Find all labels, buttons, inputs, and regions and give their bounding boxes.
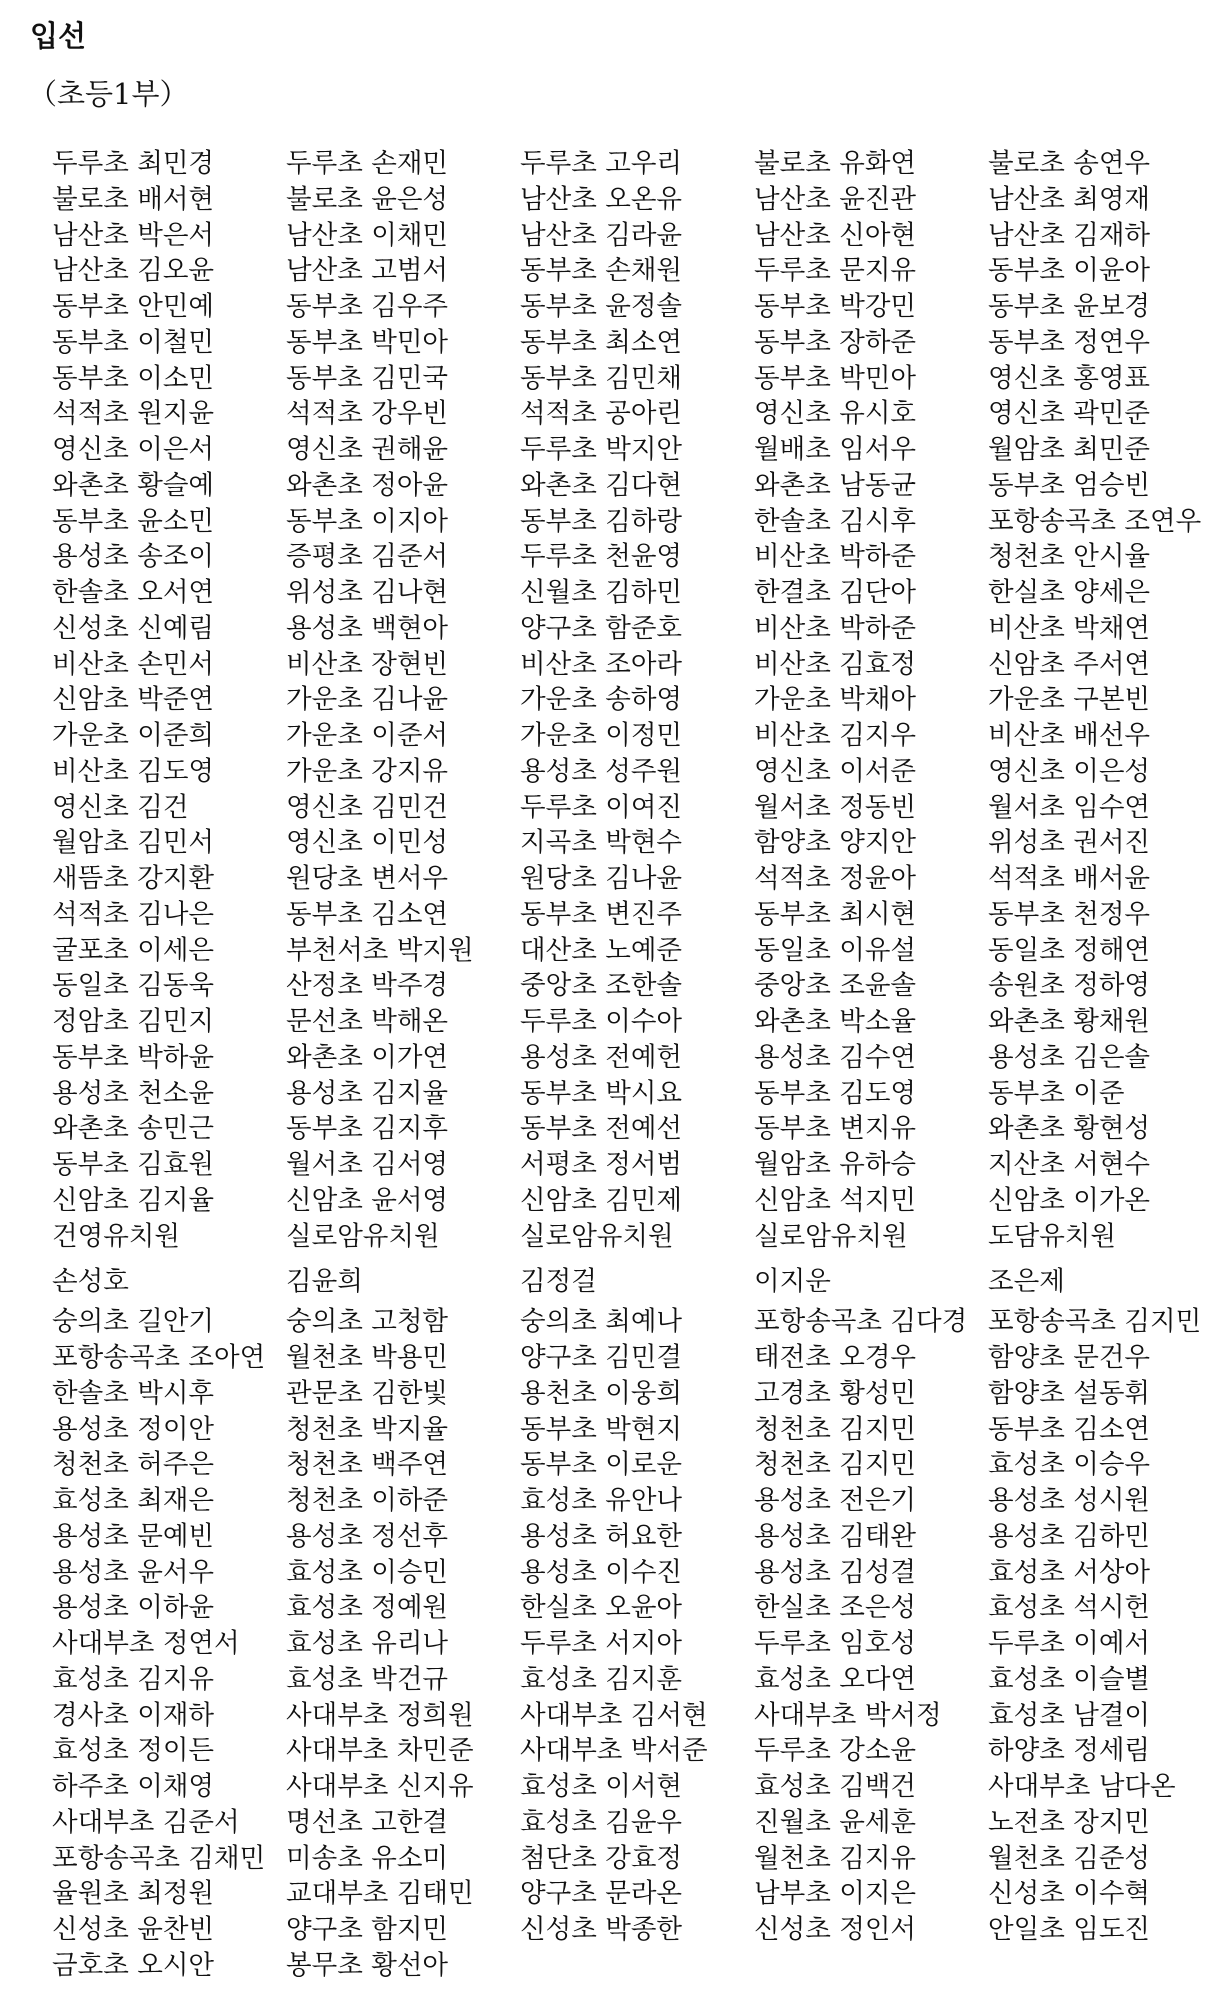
winner-entry: 불로초 송연우 bbox=[988, 148, 1151, 179]
winner-entry: 사대부초 김준서 bbox=[52, 1806, 240, 1838]
winner-entry: 사대부초 정연서 bbox=[52, 1628, 240, 1659]
winner-entry: 비산초 장현빈 bbox=[286, 648, 449, 680]
winner-entry: 가운초 이준희 bbox=[52, 720, 215, 751]
winner-entry: 동부초 이지아 bbox=[286, 505, 449, 537]
winner-entry: 효성초 유리나 bbox=[286, 1628, 449, 1659]
winner-entry: 동부초 장하준 bbox=[754, 326, 917, 358]
winner-entry: 사대부초 박서준 bbox=[520, 1735, 708, 1767]
winner-entry: 미송초 유소미 bbox=[286, 1842, 449, 1874]
winner-entry: 남산초 윤진관 bbox=[754, 183, 917, 215]
winner-entry: 가운초 이준서 bbox=[286, 720, 449, 751]
winner-entry: 굴포초 이세은 bbox=[52, 934, 215, 966]
winner-entry: 동부초 김민채 bbox=[520, 362, 683, 394]
winner-entry: 효성초 이슬별 bbox=[988, 1663, 1151, 1695]
winner-entry: 동부초 박민아 bbox=[286, 326, 449, 358]
winner-entry: 두루초 고우리 bbox=[520, 148, 683, 179]
winner-entry: 실로암유치원 bbox=[754, 1220, 908, 1252]
winner-entry: 동부초 안민예 bbox=[52, 291, 215, 322]
winner-entry: 용성초 김수연 bbox=[754, 1041, 917, 1073]
winner-entry: 비산초 박하준 bbox=[754, 541, 917, 573]
winner-entry: 석적초 원지윤 bbox=[52, 398, 215, 430]
winner-entry: 동부초 손채원 bbox=[520, 255, 683, 287]
winner-entry: 효성초 김지훈 bbox=[520, 1663, 683, 1695]
winner-entry: 두루초 이예서 bbox=[988, 1628, 1151, 1659]
winner-entry: 동부초 박하윤 bbox=[52, 1041, 215, 1073]
winner-entry: 지산초 서현수 bbox=[988, 1149, 1151, 1180]
winner-entry: 함양초 문건우 bbox=[988, 1342, 1151, 1373]
winner-entry: 두루초 문지유 bbox=[754, 255, 917, 287]
winner-entry: 와촌초 이가연 bbox=[286, 1041, 449, 1073]
winner-entry: 용성초 전은기 bbox=[754, 1485, 917, 1516]
winner-entry: 한결초 김단아 bbox=[754, 577, 917, 608]
winner-entry: 한솔초 김시후 bbox=[754, 505, 917, 537]
winner-entry: 안일초 임도진 bbox=[988, 1914, 1151, 1945]
winner-entry: 영신초 이민성 bbox=[286, 827, 449, 859]
winner-entry: 숭의초 고청함 bbox=[286, 1306, 449, 1338]
winner-entry: 와촌초 김다현 bbox=[520, 469, 683, 501]
winner-entry: 동부초 박민아 bbox=[754, 362, 917, 394]
winners-list-section-1 bbox=[52, 146, 1218, 1254]
winner-entry: 원당초 김나윤 bbox=[520, 863, 683, 894]
winner-entry: 동일초 이유설 bbox=[754, 934, 917, 966]
winner-entry: 가운초 강지유 bbox=[286, 755, 449, 787]
winner-entry: 효성초 석시헌 bbox=[988, 1592, 1151, 1624]
winner-entry: 도담유치원 bbox=[988, 1220, 1116, 1252]
winner-entry: 신암초 윤서영 bbox=[286, 1184, 449, 1216]
winner-entry: 용성초 허요한 bbox=[520, 1520, 683, 1552]
winner-entry: 동부초 윤정솔 bbox=[520, 291, 683, 322]
winner-entry: 가운초 김나윤 bbox=[286, 684, 449, 716]
winner-entry: 동부초 천정우 bbox=[988, 898, 1151, 930]
winner-entry: 한실초 양세은 bbox=[988, 577, 1151, 608]
winner-entry: 동부초 변지유 bbox=[754, 1113, 917, 1145]
winner-entry: 동부초 윤소민 bbox=[52, 505, 215, 537]
winner-entry: 관문초 김한빛 bbox=[286, 1377, 449, 1409]
winner-entry: 사대부초 김서현 bbox=[520, 1699, 708, 1731]
winner-entry: 동일초 정해연 bbox=[988, 934, 1151, 966]
winner-entry: 월서초 정동빈 bbox=[754, 791, 917, 823]
winner-entry: 지곡초 박현수 bbox=[520, 827, 683, 859]
winner-entry: 봉무초 황선아 bbox=[286, 1949, 449, 1981]
winner-entry: 첨단초 강효정 bbox=[520, 1842, 683, 1874]
winner-entry: 하주초 이채영 bbox=[52, 1771, 215, 1802]
winner-entry: 증평초 김준서 bbox=[286, 541, 449, 573]
winner-entry: 두루초 손재민 bbox=[286, 148, 449, 179]
winner-entry: 신성초 정인서 bbox=[754, 1914, 917, 1945]
winner-entry: 용성초 윤서우 bbox=[52, 1556, 215, 1588]
winner-entry: 와촌초 황채원 bbox=[988, 1006, 1151, 1037]
category-subtitle: （초등1부） bbox=[28, 77, 189, 111]
winner-entry: 문선초 박해온 bbox=[286, 1006, 449, 1037]
winner-entry: 석적초 김나은 bbox=[52, 898, 215, 930]
winner-entry: 용성초 정선후 bbox=[286, 1520, 449, 1552]
winner-entry: 월천초 김준성 bbox=[988, 1842, 1151, 1874]
winner-entry: 용성초 성주원 bbox=[520, 755, 683, 787]
winner-entry: 가운초 박채아 bbox=[754, 684, 917, 716]
winner-entry: 효성초 김지유 bbox=[52, 1663, 215, 1695]
winner-entry: 동부초 김하랑 bbox=[520, 505, 683, 537]
winner-entry: 월배초 임서우 bbox=[754, 434, 917, 465]
winner-entry: 신암초 김지율 bbox=[52, 1184, 215, 1216]
winner-entry: 청천초 안시율 bbox=[988, 541, 1151, 573]
winner-entry: 용성초 백현아 bbox=[286, 612, 449, 644]
winner-entry: 금호초 오시안 bbox=[52, 1949, 215, 1981]
winner-entry: 신성초 이수혁 bbox=[988, 1878, 1151, 1910]
winner-entry: 동부초 김우주 bbox=[286, 291, 449, 322]
winner-entry: 월암초 김민서 bbox=[52, 827, 215, 859]
winner-entry: 율원초 최정원 bbox=[52, 1878, 215, 1910]
winner-entry: 가운초 송하영 bbox=[520, 684, 683, 716]
winner-entry: 효성초 이서현 bbox=[520, 1771, 683, 1802]
winner-entry: 실로암유치원 bbox=[520, 1220, 674, 1252]
winner-entry: 월서초 임수연 bbox=[988, 791, 1151, 823]
winner-entry: 동부초 전예선 bbox=[520, 1113, 683, 1145]
winner-entry: 양구초 문라온 bbox=[520, 1878, 683, 1910]
winner-entry: 양구초 함지민 bbox=[286, 1914, 449, 1945]
winner-entry: 중앙초 조한솔 bbox=[520, 970, 683, 1002]
winner-entry: 영신초 이서준 bbox=[754, 755, 917, 787]
winner-entry: 남산초 이채민 bbox=[286, 219, 449, 251]
winner-entry: 비산초 배선우 bbox=[988, 720, 1151, 751]
winner-entry: 가운초 구본빈 bbox=[988, 684, 1151, 716]
winner-entry: 신월초 김하민 bbox=[520, 577, 683, 608]
winner-entry: 송원초 정하영 bbox=[988, 970, 1151, 1002]
winner-entry: 와촌초 남동균 bbox=[754, 469, 917, 501]
winner-entry: 신암초 박준연 bbox=[52, 684, 215, 716]
winner-entry: 대산초 노예준 bbox=[520, 934, 683, 966]
winner-entry: 두루초 강소윤 bbox=[754, 1735, 917, 1767]
winner-entry: 동부초 이철민 bbox=[52, 326, 215, 358]
winner-entry: 숭의초 최예나 bbox=[520, 1306, 683, 1338]
winner-entry: 비산초 손민서 bbox=[52, 648, 215, 680]
winner-entry: 동부초 윤보경 bbox=[988, 291, 1151, 322]
winner-entry: 동일초 김동욱 bbox=[52, 970, 215, 1002]
winner-entry: 비산초 김효정 bbox=[754, 648, 917, 680]
winner-entry: 포항송곡초 김지민 bbox=[988, 1306, 1202, 1338]
winner-entry: 남부초 이지은 bbox=[754, 1878, 917, 1910]
winner-entry: 교대부초 김태민 bbox=[286, 1878, 474, 1910]
winner-entry: 용천초 이웅희 bbox=[520, 1377, 683, 1409]
winner-entry: 노전초 장지민 bbox=[988, 1806, 1151, 1838]
winner-entry: 비산초 김도영 bbox=[52, 755, 215, 787]
winner-entry: 남산초 고범서 bbox=[286, 255, 449, 287]
winner-entry: 석적초 배서윤 bbox=[988, 863, 1151, 894]
winner-entry: 남산초 박은서 bbox=[52, 219, 215, 251]
winner-entry: 월천초 박용민 bbox=[286, 1342, 449, 1373]
winner-entry: 용성초 문예빈 bbox=[52, 1520, 215, 1552]
winner-entry: 두루초 천윤영 bbox=[520, 541, 683, 573]
winner-entry: 와촌초 박소율 bbox=[754, 1006, 917, 1037]
judges-row bbox=[52, 1264, 1218, 1300]
winner-entry: 함양초 양지안 bbox=[754, 827, 917, 859]
winner-entry: 신암초 주서연 bbox=[988, 648, 1151, 680]
winner-entry: 명선초 고한결 bbox=[286, 1806, 449, 1838]
winner-entry: 위성초 권서진 bbox=[988, 827, 1151, 859]
winner-entry: 한솔초 오서연 bbox=[52, 577, 215, 608]
winner-entry: 포항송곡초 김채민 bbox=[52, 1842, 266, 1874]
winner-entry: 효성초 최재은 bbox=[52, 1485, 215, 1516]
winner-entry: 두루초 서지아 bbox=[520, 1628, 683, 1659]
judge-name: 김정걸 bbox=[520, 1266, 597, 1298]
winner-entry: 동부초 이준 bbox=[988, 1077, 1125, 1109]
winner-entry: 포항송곡초 조아연 bbox=[52, 1342, 266, 1373]
winner-entry: 동부초 이소민 bbox=[52, 362, 215, 394]
winner-entry: 동부초 이윤아 bbox=[988, 255, 1151, 287]
winner-entry: 석적초 강우빈 bbox=[286, 398, 449, 430]
winner-entry: 영신초 유시호 bbox=[754, 398, 917, 430]
winner-entry: 동부초 최소연 bbox=[520, 326, 683, 358]
winner-entry: 비산초 박채연 bbox=[988, 612, 1151, 644]
winner-entry: 두루초 최민경 bbox=[52, 148, 215, 179]
winner-entry: 동부초 김민국 bbox=[286, 362, 449, 394]
winner-entry: 와촌초 황현성 bbox=[988, 1113, 1151, 1145]
winner-entry: 경사초 이재하 bbox=[52, 1699, 215, 1731]
winner-entry: 청천초 박지율 bbox=[286, 1413, 449, 1445]
winner-entry: 용성초 김하민 bbox=[988, 1520, 1151, 1552]
winner-entry: 와촌초 황슬예 bbox=[52, 469, 215, 501]
winner-entry: 부천서초 박지원 bbox=[286, 934, 474, 966]
winner-entry: 와촌초 송민근 bbox=[52, 1113, 215, 1145]
winner-entry: 동부초 변진주 bbox=[520, 898, 683, 930]
winner-entry: 남산초 최영재 bbox=[988, 183, 1151, 215]
winner-entry: 효성초 박건규 bbox=[286, 1663, 449, 1695]
winner-entry: 청천초 김지민 bbox=[754, 1413, 917, 1445]
winner-entry: 동부초 박시요 bbox=[520, 1077, 683, 1109]
winner-entry: 동부초 김소연 bbox=[988, 1413, 1151, 1445]
winner-entry: 신암초 이가온 bbox=[988, 1184, 1151, 1216]
winner-entry: 석적초 정윤아 bbox=[754, 863, 917, 894]
winner-entry: 용성초 천소윤 bbox=[52, 1077, 215, 1109]
winner-entry: 동부초 김소연 bbox=[286, 898, 449, 930]
winner-entry: 동부초 김지후 bbox=[286, 1113, 449, 1145]
winner-entry: 월천초 김지유 bbox=[754, 1842, 917, 1874]
winner-entry: 석적초 공아린 bbox=[520, 398, 683, 430]
winner-entry: 월서초 김서영 bbox=[286, 1149, 449, 1180]
winner-entry: 포항송곡초 조연우 bbox=[988, 505, 1202, 537]
winner-entry: 새뜸초 강지환 bbox=[52, 863, 215, 894]
winner-entry: 사대부초 신지유 bbox=[286, 1771, 474, 1802]
winner-entry: 남산초 김재하 bbox=[988, 219, 1151, 251]
winners-list-section-2 bbox=[52, 1304, 1218, 1983]
winner-entry: 양구초 함준호 bbox=[520, 612, 683, 644]
winner-entry: 비산초 조아라 bbox=[520, 648, 683, 680]
winner-entry: 효성초 정예원 bbox=[286, 1592, 449, 1624]
winner-entry: 두루초 이여진 bbox=[520, 791, 683, 823]
winner-entry: 두루초 이수아 bbox=[520, 1006, 683, 1037]
winner-entry: 두루초 임호성 bbox=[754, 1628, 917, 1659]
winner-entry: 영신초 김건 bbox=[52, 791, 189, 823]
winner-entry: 비산초 김지우 bbox=[754, 720, 917, 751]
winner-entry: 효성초 김윤우 bbox=[520, 1806, 683, 1838]
winner-entry: 용성초 김은솔 bbox=[988, 1041, 1151, 1073]
winner-entry: 효성초 남결이 bbox=[988, 1699, 1151, 1731]
winner-entry: 용성초 이하윤 bbox=[52, 1592, 215, 1624]
winner-entry: 월암초 유하승 bbox=[754, 1149, 917, 1180]
winner-entry: 한실초 오윤아 bbox=[520, 1592, 683, 1624]
winner-entry: 남산초 김라윤 bbox=[520, 219, 683, 251]
winner-entry: 용성초 김지율 bbox=[286, 1077, 449, 1109]
winner-entry: 남산초 김오윤 bbox=[52, 255, 215, 287]
winner-entry: 효성초 오다연 bbox=[754, 1663, 917, 1695]
winner-entry: 와촌초 정아윤 bbox=[286, 469, 449, 501]
winner-entry: 중앙초 조윤솔 bbox=[754, 970, 917, 1002]
winner-entry: 진월초 윤세훈 bbox=[754, 1806, 917, 1838]
winner-entry: 한실초 조은성 bbox=[754, 1592, 917, 1624]
winner-entry: 동부초 박강민 bbox=[754, 291, 917, 322]
winner-entry: 실로암유치원 bbox=[286, 1220, 440, 1252]
winner-entry: 동부초 박현지 bbox=[520, 1413, 683, 1445]
winner-entry: 사대부초 정희원 bbox=[286, 1699, 474, 1731]
winner-entry: 영신초 홍영표 bbox=[988, 362, 1151, 394]
winner-entry: 신성초 신예림 bbox=[52, 612, 215, 644]
winner-entry: 동부초 김도영 bbox=[754, 1077, 917, 1109]
winner-entry: 정암초 김민지 bbox=[52, 1006, 215, 1037]
winner-entry: 영신초 권해윤 bbox=[286, 434, 449, 465]
winner-entry: 한솔초 박시후 bbox=[52, 1377, 215, 1409]
winner-entry: 두루초 박지안 bbox=[520, 434, 683, 465]
winner-entry: 고경초 황성민 bbox=[754, 1377, 917, 1409]
winner-entry: 하양초 정세림 bbox=[988, 1735, 1151, 1767]
winner-entry: 신성초 윤찬빈 bbox=[52, 1914, 215, 1945]
winner-entry: 사대부초 차민준 bbox=[286, 1735, 474, 1767]
winner-entry: 불로초 유화연 bbox=[754, 148, 917, 179]
judge-name: 김윤희 bbox=[286, 1266, 363, 1298]
winner-entry: 용성초 정이안 bbox=[52, 1413, 215, 1445]
winner-entry: 영신초 김민건 bbox=[286, 791, 449, 823]
winner-entry: 함양초 설동휘 bbox=[988, 1377, 1151, 1409]
judge-name: 손성호 bbox=[52, 1266, 129, 1298]
winner-entry: 불로초 배서현 bbox=[52, 183, 215, 215]
winner-entry: 서평초 정서범 bbox=[520, 1149, 683, 1180]
winner-entry: 동부초 정연우 bbox=[988, 326, 1151, 358]
winner-entry: 효성초 김백건 bbox=[754, 1771, 917, 1802]
winner-entry: 신성초 박종한 bbox=[520, 1914, 683, 1945]
winner-entry: 신암초 김민제 bbox=[520, 1184, 683, 1216]
winner-entry: 위성초 김나현 bbox=[286, 577, 449, 608]
winner-entry: 동부초 김효원 bbox=[52, 1149, 215, 1180]
winner-entry: 효성초 서상아 bbox=[988, 1556, 1151, 1588]
winner-entry: 용성초 김태완 bbox=[754, 1520, 917, 1552]
winner-entry: 포항송곡초 김다경 bbox=[754, 1306, 968, 1338]
winner-entry: 건영유치원 bbox=[52, 1220, 180, 1252]
winner-entry: 가운초 이정민 bbox=[520, 720, 683, 751]
winner-entry: 사대부초 남다온 bbox=[988, 1771, 1176, 1802]
winner-entry: 효성초 정이든 bbox=[52, 1735, 215, 1767]
winner-entry: 청천초 허주은 bbox=[52, 1449, 215, 1481]
winner-entry: 용성초 성시원 bbox=[988, 1485, 1151, 1516]
winner-entry: 동부초 최시현 bbox=[754, 898, 917, 930]
winner-entry: 비산초 박하준 bbox=[754, 612, 917, 644]
winner-entry: 불로초 윤은성 bbox=[286, 183, 449, 215]
winner-entry: 용성초 김성결 bbox=[754, 1556, 917, 1588]
winner-entry: 청천초 김지민 bbox=[754, 1449, 917, 1481]
winner-entry: 신암초 석지민 bbox=[754, 1184, 917, 1216]
winner-entry: 영신초 곽민준 bbox=[988, 398, 1151, 430]
winner-entry: 효성초 이승민 bbox=[286, 1556, 449, 1588]
winner-entry: 동부초 엄승빈 bbox=[988, 469, 1151, 501]
winner-entry: 청천초 백주연 bbox=[286, 1449, 449, 1481]
winner-entry: 청천초 이하준 bbox=[286, 1485, 449, 1516]
judge-name: 조은제 bbox=[988, 1266, 1065, 1298]
winner-entry: 남산초 오온유 bbox=[520, 183, 683, 215]
winner-entry: 남산초 신아현 bbox=[754, 219, 917, 251]
winner-entry: 월암초 최민준 bbox=[988, 434, 1151, 465]
winner-entry: 태전초 오경우 bbox=[754, 1342, 917, 1373]
winner-entry: 영신초 이은성 bbox=[988, 755, 1151, 787]
winner-entry: 숭의초 길안기 bbox=[52, 1306, 215, 1338]
winner-entry: 효성초 유안나 bbox=[520, 1485, 683, 1516]
winner-entry: 용성초 송조이 bbox=[52, 541, 215, 573]
winner-entry: 원당초 변서우 bbox=[286, 863, 449, 894]
winner-entry: 영신초 이은서 bbox=[52, 434, 215, 465]
page-title: 입선 bbox=[30, 19, 87, 53]
winner-entry: 효성초 이승우 bbox=[988, 1449, 1151, 1481]
winner-entry: 산정초 박주경 bbox=[286, 970, 449, 1002]
winner-entry: 용성초 이수진 bbox=[520, 1556, 683, 1588]
judge-name: 이지운 bbox=[754, 1266, 831, 1298]
winner-entry: 사대부초 박서정 bbox=[754, 1699, 942, 1731]
winner-entry: 용성초 전예헌 bbox=[520, 1041, 683, 1073]
winner-entry: 양구초 김민결 bbox=[520, 1342, 683, 1373]
winner-entry: 동부초 이로운 bbox=[520, 1449, 683, 1481]
